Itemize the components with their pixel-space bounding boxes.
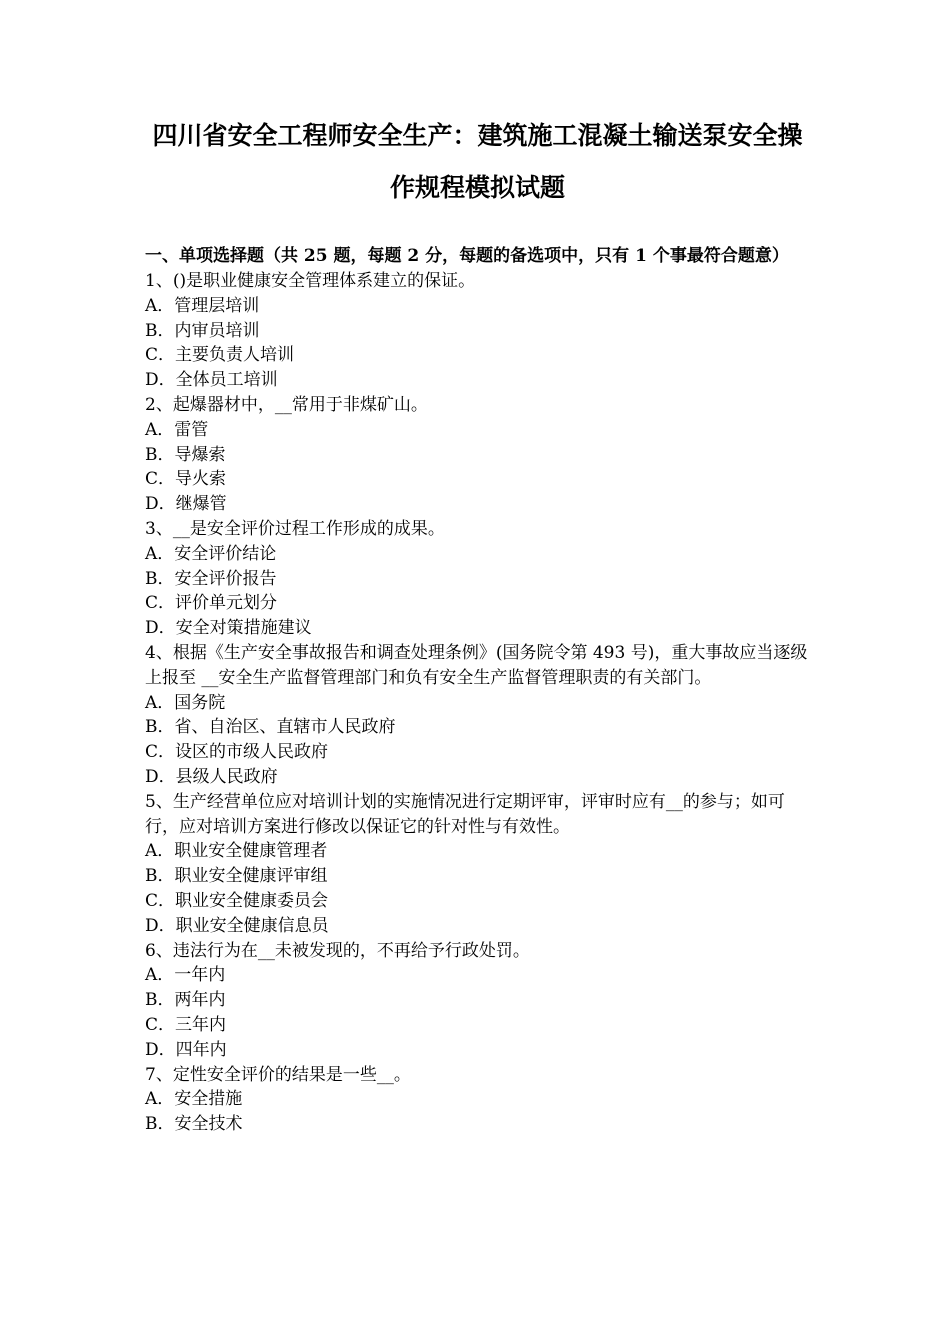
question-option: D．县级人民政府 <box>145 766 278 787</box>
question-option: C．评价单元划分 <box>145 593 278 614</box>
question-option: A．安全评价结论 <box>145 543 277 564</box>
question-7 <box>145 1063 810 1137</box>
question-option: A．安全措施 <box>145 1089 243 1110</box>
question-option: B．安全技术 <box>145 1114 243 1135</box>
question-4 <box>145 641 810 790</box>
question-option: B．省、自治区、直辖市人民政府 <box>145 717 396 738</box>
question-option: D．继爆管 <box>145 494 227 515</box>
question-stem: 1、()是职业健康安全管理体系建立的保证。 <box>145 271 476 291</box>
question-option: B．安全评价报告 <box>145 568 277 589</box>
question-option: A．管理层培训 <box>145 295 260 316</box>
question-3 <box>145 517 810 641</box>
question-option: A．国务院 <box>145 692 226 713</box>
question-stem: 5、生产经营单位应对培训计划的实施情况进行定期评审，评审时应有__的参与；如可行，应对培训方案进行修改以保证它的针对性与有效性。 <box>145 791 785 837</box>
question-stem: 4、根据《生产安全事故报告和调查处理条例》(国务院令第 493 号)，重大事故应当逐级上报至 __安全生产监督管理部门和负有安全生产监督管理职责的有关部门。 <box>145 642 808 688</box>
title-line-2: 作规程模拟试题 <box>389 173 565 202</box>
question-5 <box>145 790 810 939</box>
question-6 <box>145 939 810 1063</box>
question-option: C．职业安全健康委员会 <box>145 890 329 911</box>
question-stem: 3、__是安全评价过程工作形成的成果。 <box>145 518 445 539</box>
question-option: B．内审员培训 <box>145 320 260 341</box>
question-option: D．全体员工培训 <box>145 370 278 391</box>
question-option: A．雷管 <box>145 419 209 440</box>
question-option: B．导爆索 <box>145 444 226 465</box>
question-option: B．职业安全健康评审组 <box>145 866 328 887</box>
question-option: C．主要负责人培训 <box>145 345 295 366</box>
question-option: D．四年内 <box>145 1039 227 1060</box>
question-option: D．安全对策措施建议 <box>145 618 312 639</box>
question-option: A．一年内 <box>145 965 226 986</box>
document-title <box>145 110 810 214</box>
question-1 <box>145 269 810 393</box>
question-option: A．职业安全健康管理者 <box>145 841 328 862</box>
document-page <box>145 110 810 1137</box>
question-stem: 2、起爆器材中，__常用于非煤矿山。 <box>145 394 428 415</box>
question-option: B．两年内 <box>145 990 226 1011</box>
question-stem: 7、定性安全评价的结果是一些__。 <box>145 1064 411 1085</box>
title-line-1: 四川省安全工程师安全生产：建筑施工混凝土输送泵安全操 <box>152 121 803 150</box>
question-option: C．导火索 <box>145 469 227 490</box>
question-option: C．设区的市级人民政府 <box>145 742 329 763</box>
question-option: D．职业安全健康信息员 <box>145 915 329 936</box>
question-option: C．三年内 <box>145 1014 227 1035</box>
question-2 <box>145 393 810 517</box>
section-header: 一、单项选择题（共 25 题，每题 2 分，每题的备选项中，只有 1 个事最符合题意） <box>145 246 789 266</box>
question-stem: 6、违法行为在__未被发现的，不再给予行政处罚。 <box>145 940 530 961</box>
question-list <box>145 269 810 1137</box>
